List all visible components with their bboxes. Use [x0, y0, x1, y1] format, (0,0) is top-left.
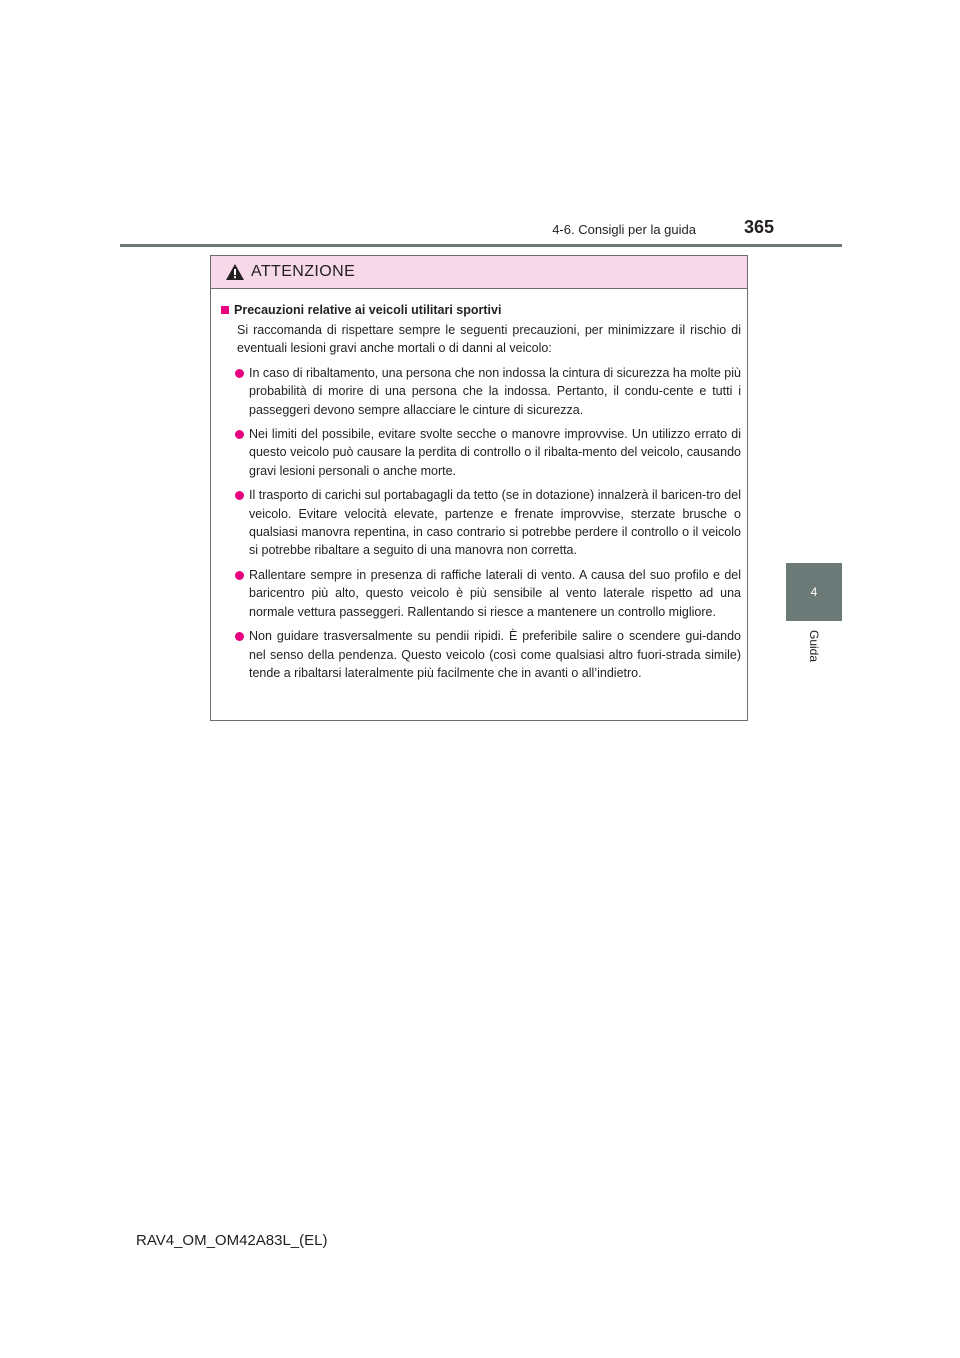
warning-triangle-icon — [225, 263, 245, 281]
chapter-number: 4 — [810, 585, 818, 599]
chapter-tab — [786, 563, 842, 621]
precaution-list — [219, 364, 741, 683]
warning-box — [210, 255, 748, 721]
list-item — [219, 425, 741, 480]
list-item-text: Nei limiti del possibile, evitare svolte secche o manovre improvvise. Un utilizzo errato di questo veicolo può causare la perdita di controllo o il ribalta-mento del veicolo, causando gravi lesioni personali o anche morte. — [249, 427, 741, 478]
list-item-text: Il trasporto di carichi sul portabagagli da tetto (se in dotazione) innalzerà il baricen-tro del veicolo. Evitare velocità elevate, partenze e frenate improvvise, sterzate brusche o qualsiasi manovra repentina, in caso contrario si potrebbe perdere il controllo o il veicolo si potrebbe ribaltare a seguito di una manovra non corretta. — [249, 488, 741, 558]
list-item — [219, 486, 741, 560]
list-item — [219, 627, 741, 682]
warning-header — [211, 256, 747, 289]
document-id: RAV4_OM_OM42A83L_(EL) — [136, 1232, 328, 1249]
intro-paragraph: Si raccomanda di rispettare sempre le seguenti precauzioni, per minimizzare il rischio di eventuali lesioni gravi anche mortali o di danni al veicolo: — [237, 323, 741, 356]
page-number: 365 — [743, 217, 774, 237]
bullet-dot-icon — [235, 571, 244, 580]
bullet-dot-icon — [235, 369, 244, 378]
warning-title: ATTENZIONE — [251, 263, 356, 280]
list-item-text: Rallentare sempre in presenza di raffiche laterali di vento. A causa del suo profilo e del baricentro più alto, questo veicolo è più sensibile al vento laterale rispetto ad una normale vettura passeggeri. Rallentando si riesce a mantenere un controllo migliore. — [249, 567, 741, 619]
bullet-dot-icon — [235, 632, 244, 641]
list-item — [219, 364, 741, 419]
header-divider — [120, 244, 842, 247]
bullet-dot-icon — [235, 491, 244, 500]
chapter-label: Guida — [807, 629, 821, 663]
chapter-label-container — [786, 620, 842, 672]
section-heading: 4-6. Consigli per la guida — [552, 222, 696, 237]
square-bullet-icon — [221, 306, 229, 314]
section-title-row — [219, 301, 741, 319]
list-item — [219, 566, 741, 621]
warning-body — [211, 289, 747, 682]
list-item-text: In caso di ribaltamento, una persona che non indossa la cintura di sicurezza ha molte più probabilità di morire di una persona che la indossa. Pertanto, il condu-cente e tutti i passeggeri devono sempre allacciare le cinture di sicurezza. — [249, 365, 741, 417]
section-title: Precauzioni relative ai veicoli utilitari sportivi — [234, 303, 502, 317]
list-item-text: Non guidare trasversalmente su pendii ripidi. È preferibile salire o scendere gui-dando nel senso della pendenza. Questo veicolo (così come qualsiasi altro fuori-strada simile) tende a ribaltarsi lateralmente più facilmente che in avanti o all’indietro. — [249, 629, 741, 680]
bullet-dot-icon — [235, 430, 244, 439]
